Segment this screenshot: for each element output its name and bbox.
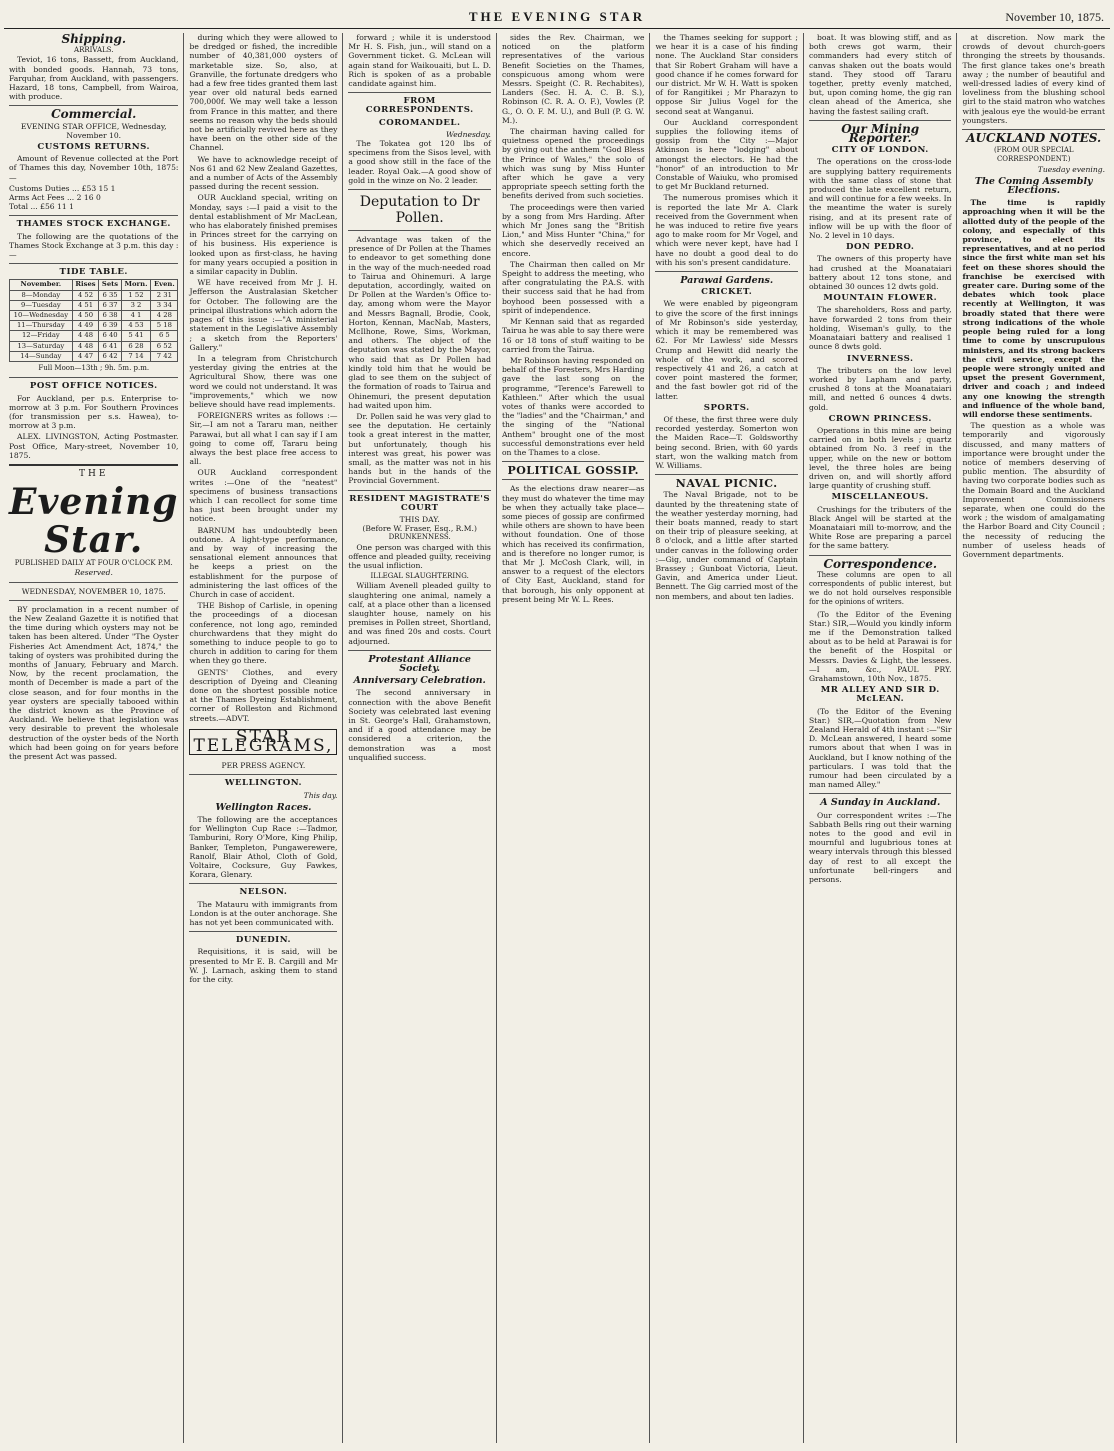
exchange-text: The following are the quotations of the Thames Stock Exchange at 3 p.m. this day :—: [9, 231, 179, 260]
article-text: The numerous promises which it is reported the late Mr A. Clark received from the Government when he was induced to retire five years ago to make room for Mr Vogel, and which were never kept, have had I have no doubt a good deal to do with his son's present candidature.: [655, 193, 798, 267]
published-line: PUBLISHED DAILY AT FOUR O'CLOCK P.M.: [14, 559, 173, 568]
arrivals-text: Teviot, 16 tons, Bassett, from Auckland, with bonded goods. Hannah, 73 tons, Farquhar, from Auckland, with passengers. Hazard, 18 tons, Campbell, from Wairoa, with produce.: [9, 55, 179, 102]
table-row: [10, 311, 178, 321]
article-text: BARNUM has undoubtedly been outdone. A light-type performance, and by way of increasing the sensational element announces that he keeps a priest on the establishment for the purpose of administering the last offices of the Church in case of accident.: [189, 525, 338, 599]
arrivals-label: ARRIVALS.: [74, 46, 114, 55]
wellington-heading: WELLINGTON.: [224, 778, 303, 789]
divider: [809, 120, 952, 121]
crown-heading: CROWN PRINCESS.: [828, 413, 932, 424]
tide-cell: 14—Sunday: [10, 351, 73, 361]
tide-cell: 4 47: [72, 351, 99, 361]
this-day: This day.: [303, 790, 338, 800]
tide-cell: 6 39: [99, 321, 121, 331]
deputation-text: Dr. Pollen said he was very glad to see the deputation. He certainly took a great interest in the matter, but unfortunately, though his interest was great, his power was small, as the matter was not in his hands but in the hands of the Provincial Government.: [348, 411, 491, 486]
political-text: As the elections draw nearer—as they must do whatever the time may be when they actually take place—some pieces of gossip are confirmed while others are shown to have been without foundation. One of those which has received its confirmation, and is therefore no longer rumor, is that Mr J. McCosh Clark, will, in answer to a request of the electors of City East, Auckland, stand for that borough, his only opponent at present being Mr W. L. Rees.: [501, 484, 645, 604]
nameplate-the: THE: [79, 468, 109, 479]
tide-table: [9, 279, 178, 362]
per-press: PER PRESS AGENCY.: [221, 761, 306, 771]
court-day: THIS DAY.: [399, 514, 440, 524]
tide-cell: 3 2: [121, 300, 151, 310]
divider: [502, 461, 645, 462]
sunday-text: Our correspondent writes :—The Sabbath Bells ring out their warning notes to the good and evil in mournful and lugubrious tones at weary intervals through this blessed day of rest to all except the unfortunate bell-ringers and persons.: [808, 810, 952, 885]
columns: [4, 33, 1110, 1443]
sunday-heading: A Sunday in Auckland.: [820, 797, 941, 809]
full-moon: Full Moon—13th ; 9h. 5m. p.m.: [38, 364, 150, 373]
naval-text: The Naval Brigade, not to be daunted by the threatening state of the weather yesterday morning, had their boats manned, ready to start on their trip of pleasure seeking, at 8 o'clock, and a little after started under canvas in the following order :—Gig, under command of Captain Brassey ; Gunboat Victoria, Lieut. Gavin, and America under Lieut. Bennett. The Gig carried most of the non members, and about ten ladies.: [655, 490, 798, 601]
coming-elections-text: The time is rapidly approaching when it will be the allotted duty of the people of the colony, and especially of this province, to elect its representatives, and at no period since the first white man set his feet on these shores should the franchise be exercised with greater care. During some of the debates which took place recently at Wellington, it was broadly stated that there were strong indications of the whole people being ruled for a long time to come by unscrupulous ministers, and its strong backers the civil service, except the people were strongly united and upset the present Government, driver and coach ; and indeed any one knowing the strength and influence of the whole band, will endorse these sentiments.: [962, 198, 1105, 419]
tide-cell: 7 14: [121, 351, 151, 361]
divider: [9, 464, 178, 466]
article-text: We have to acknowledge receipt of Nos 61 and 62 New Zealand Gazettes, and a number of Acts of the Assembly passed during the recent session.: [189, 154, 338, 192]
tide-cell: 4 1: [121, 311, 151, 321]
tide-cell: 6 41: [99, 341, 121, 351]
sports-heading: SPORTS.: [703, 402, 750, 413]
table-row: [10, 321, 178, 331]
tide-cell: 4 49: [72, 321, 99, 331]
dunedin-text: Requisitions, it is said, will be presented to Mr E. B. Cargill and Mr W. J. Larnach, asking them to stand for the city.: [189, 947, 338, 985]
tide-col-header: November.: [10, 280, 73, 290]
crown-text: Operations in this mine are being carried on in both levels ; quartz obtained from No. 3 reef in the upper, while on the new or bottom level, the three holes are being driven on, and will shortly afford large quantity of crushing stuff.: [808, 425, 952, 491]
article-text: FOREIGNERS writes as follows :—Sir,—I am not a Tararu man, neither Parawai, but all what I can say if I am going to come off, Tararu being always the best place free access to all.: [189, 411, 338, 467]
tide-cell: 7 42: [151, 351, 178, 361]
divider: [809, 793, 952, 794]
tide-cell: 6 52: [151, 341, 178, 351]
article-text: OUR Auckland special, writing on Monday, says :—I paid a visit to the dental establishment of Mr MacLean, who has elaborately finished premises in Princes street for the carrying on of his business. His experience is looked upon as first-class, he having for many years occupied a position in a similar capacity in Dublin.: [189, 193, 338, 277]
reserved-line: Reserved.: [74, 568, 113, 578]
anniversary-text: The second anniversary in connection with the above Benefit Society was celebrated last evening in St. George's Hall, Grahamstown, and if a good attendance may be considered a criterion, the demonstration was a most unqualified success.: [348, 688, 491, 762]
coromandel-day: Wednesday.: [446, 129, 491, 139]
races-heading: Wellington Races.: [215, 801, 312, 813]
exchange-heading: THAMES STOCK EXCHANGE.: [16, 219, 171, 230]
tide-cell: 12—Friday: [10, 331, 73, 341]
don-pedro-heading: DON PEDRO.: [846, 242, 915, 253]
tide-cell: 4 48: [72, 331, 99, 341]
arms-act: Arms Act Fees ... 2 16 0: [9, 193, 101, 203]
divider: [655, 271, 798, 272]
article-text: The chairman having called for quietness opened the proceedings by giving out the anthem "God Bless the Prince of Wales," the solo of which was sung by Miss Hunter after which he gave a very appropriate speech setting forth the benefits derived from such societies.: [501, 127, 645, 201]
table-row: [10, 331, 178, 341]
tide-cell: 6 42: [99, 351, 121, 361]
article-text: boat. It was blowing stiff, and as both crews got warm, their commanders had every stitch of canvas shaken out the boats would stand. They stood off Tararu together, pretty evenly matched, but, upon coming home, the gig ran clean ahead of the America, she having the fastest sailing craft.: [808, 33, 952, 116]
alley-heading: MR ALLEY AND SIR D. McLEAN.: [820, 685, 940, 705]
correspondents-heading: FROM CORRESPONDENTS.: [365, 96, 474, 116]
divider: [9, 105, 178, 106]
divider: [348, 650, 491, 651]
tide-col-header: Sets: [99, 280, 121, 290]
pub-date: WEDNESDAY, NOVEMBER 10, 1875.: [21, 586, 166, 596]
races-text: The following are the acceptances for Wellington Cup Race :—Tadmor, Tamburini, Rory O'More, King Philip, Banker, Templeton, Pungawerewere, Ranolf, Blair Athol, Cloth of Gold, Voltaire, Cocksure, Guy Fawkes, Korara, Glenary.: [189, 815, 338, 880]
tide-cell: 10—Wednesday: [10, 311, 73, 321]
article-text: OUR Auckland correspondent writes :—One of the "neatest" specimens of business transactions which I can recollect for some time has just been brought under my notice.: [189, 468, 338, 524]
masthead: [4, 6, 1110, 29]
post-text: For Auckland, per p.s. Enterprise to-morrow at 3 p.m. For Southern Provinces (for transmission per s.s. Hawea), to-morrow at 3 p.m.: [9, 393, 179, 431]
deputation-heading: Deputation to Dr Pollen.: [359, 194, 480, 227]
tide-cell: 5 18: [151, 321, 178, 331]
divider: [655, 474, 798, 475]
divider: [189, 931, 337, 932]
naval-heading: NAVAL PICNIC.: [675, 477, 778, 491]
mountain-heading: MOUNTAIN FLOWER.: [823, 293, 938, 304]
cricket-heading: CRICKET.: [701, 287, 753, 298]
tide-cell: 6 28: [121, 341, 151, 351]
article-text: the Thames seeking for support ; we hear it is a case of his finding none. The Auckland Star considers that Sir Robert Graham will have a good chance if he comes forward for our district. Mr W. H. Watt is spoken of for Rangitikei ; Mr Pharazyn to oppose Sir Julius Vogel for the second seat at Wanganui.: [655, 33, 798, 116]
post-heading: POST OFFICE NOTICES.: [29, 381, 158, 392]
divider: [348, 189, 491, 190]
tide-col-header: Even.: [151, 280, 178, 290]
illegal-label: ILLEGAL SLAUGHTERING.: [370, 572, 469, 581]
lead-article: BY proclamation in a recent number of the New Zealand Gazette it is notified that the time during which oysters may not be taken has been altered. Under "The Oyster Fisheries Act Amendment Act, 1874," the taking of oysters was prohibited during the months of January, February and March. Now, by the recent proclamation, the month of December is made a part of the close season, and for four months in the year oysters are specially tabooed within the district known as the Province of Auckland. We believe that legislation was very desirable to prevent the wholesale destruction of the oyster beds of the North which had been going on for years before the present Act was passed.: [9, 604, 179, 761]
divider: [9, 600, 178, 601]
column-7: [956, 33, 1110, 1443]
article-text: at discretion. Now mark the crowds of devout church-goers thronging the streets by thousands. The first glance takes one's breath away ; the number of beautiful and well-dressed ladies of every kind of loveliness from the blushing school girl to the staid matron who watches with jealous eye the would-be errant youngsters.: [962, 33, 1105, 125]
divider: [9, 215, 178, 216]
tide-cell: 13—Saturday: [10, 341, 73, 351]
column-4: [496, 33, 650, 1443]
customs-duties: Customs Duties ... £53 15 1: [9, 183, 116, 193]
article-text: during which they were allowed to be dredged or fished, the incredible number of 40,381,000 oysters of marketable size. So, also, at Granville, the fortunate dredgers who had a few free tides granted them last year over old natural beds earned 700,000f. We may well take a lesson from France in this matter, and there seems no reason why the beds should not be artificially revived here as they have been on the other side of the Channel.: [189, 33, 338, 153]
table-row: [10, 341, 178, 351]
customs-text: Amount of Revenue collected at the Port of Thames this day, November 10th, 1875:—: [9, 154, 179, 182]
mountain-text: The shareholders, Ross and party, have forwarded 2 tons from their holding, Wiseman's gully, to the Moanataiari battery and realised 1 ounce 8 dwts gold.: [808, 305, 952, 352]
divider: [9, 377, 178, 378]
tide-cell: 6 40: [99, 331, 121, 341]
tide-cell: 4 28: [151, 311, 178, 321]
nelson-heading: NELSON.: [239, 887, 288, 898]
article-text: Mr Robinson having responded on behalf of the Foresters, Mrs Harding gave the last song on the programme, "Terence's Farewell to Kathleen." After which the usual votes of thanks were accorded to the "ladies" and the "Chairman," and the singing of the "National Anthem" brought one of the most successful demonstrations ever held on the Thames to a close.: [501, 355, 645, 457]
protestant-heading: Protestant Alliance Society.: [368, 653, 471, 674]
anniversary-heading: Anniversary Celebration.: [353, 675, 486, 687]
inverness-heading: INVERNESS.: [846, 353, 914, 364]
table-row: [10, 351, 178, 361]
telegrams-banner: STAR TELEGRAMS,: [189, 729, 337, 755]
column-6: [803, 33, 957, 1443]
correspondence-text: (To the Editor of the Evening Star.) SIR,—Would you kindly inform me if the Demonstration talked about as to be held at Parawai is for the benefit of the Hospital or Messrs. Davies & Light, the lessees.—I am, &c., PAUL PRY. Grahamstown, 10th Nov., 1875.: [808, 609, 952, 683]
divider: [348, 490, 491, 491]
divider: [189, 883, 337, 884]
tide-cell: 4 50: [72, 311, 99, 321]
tide-cell: 4 52: [72, 290, 99, 300]
coming-elections-heading: The Coming Assembly Elections.: [974, 175, 1093, 197]
misc-heading: MISCELLANEOUS.: [831, 492, 929, 503]
column-3: [342, 33, 496, 1443]
tide-cell: 1 52: [121, 290, 151, 300]
city-london-text: The operations on the cross-lode are supplying battery requirements with the same class of stone that produced the late excellent return, and will continue for a few weeks. In the meantime the water is surely rising, and at its present rate of inflow will be up with the floor of No. 2 level in 10 days.: [808, 157, 952, 241]
court-heading: RESIDENT MAGISTRATE'S COURT: [349, 493, 491, 513]
cricket-text: We were enabled by pigeongram to give the score of the first innings of Mr Robinson's side yesterday, which it may be remembered was 62. For Mr Lawless' side Messrs Crump and Hewitt did nearly the whole of the work, and scored respectively 41 and 26, a catch at cover point mastered the former, and the fast bowler got rid of the latter.: [655, 299, 798, 401]
article-text: In a telegram from Christchurch yesterday giving the entries at the Agricultural Show, there was one word we could not understand. It was "improvements," which we now believe should have read implements.: [189, 353, 338, 409]
tide-col-header: Morn.: [121, 280, 151, 290]
article-text: THE Bishop of Carlisle, in opening the proceedings of a diocesan conference, not long ago, reminded churchwardens that they might do something to induce people to go to church in addition to caring for them when they go there.: [189, 601, 338, 666]
tide-cell: 2 31: [151, 290, 178, 300]
alley-text: (To the Editor of the Evening Star.) SIR,—Quotation from New Zealand Herald of 4th instant :—"Sir D. McLean answered, I heard some rumors about that when I was in Auckland, but I know nothing of the particulars. I was told that the rumour had been circulated by a man named Alley.": [808, 706, 952, 790]
article-text: sides the Rev. Chairman, we noticed on the platform representatives of the various Benefit Societies on the Thames, conspicuous among whom were Messrs. Speight (C. R. Rechabites), Landers (Sec. H. A. C. B. S.), Robinson (C. R. A. O. F.), Vowles (P. G., O. O. F. M. U.), and Bull (P. G. W. M.).: [501, 33, 645, 125]
political-heading: POLITICAL GOSSIP.: [507, 464, 639, 478]
divider: [348, 92, 491, 93]
drunk-text: One person was charged with this offence and pleaded guilty, receiving the usual infliction.: [348, 542, 491, 570]
customs-total: Total ... £56 11 1: [9, 202, 74, 212]
tide-cell: 4 48: [72, 341, 99, 351]
don-pedro-text: The owners of this property have had crushed at the Moanataiari battery about 12 tons stone, and obtained 30 ounces 12 dwts gold.: [808, 254, 952, 292]
city-london-heading: CITY OF LONDON.: [831, 145, 929, 156]
coromandel-text: The Tokatea got 120 lbs of specimens from the Sisos level, with a good show still in the face of the leader. Royal Oak.—A good show of gold in the winze on No. 2 leader.: [348, 139, 491, 185]
article-text: GENTS' Clothes, and every description of Dyeing and Cleaning done on the shortest possible notice at the Thames Dyeing Establishment, corner of Rolleston and Richmond streets.—ADVT.: [189, 667, 338, 723]
paper-title: THE EVENING STAR: [468, 9, 646, 24]
article-text: Mr Kennan said that as regarded Tairua he was able to say there were 16 or 18 tons of stuff waiting to be carried from the Tairua.: [501, 317, 645, 354]
article-text: Our Auckland correspondent supplies the following items of gossip from the City :—Major Atkinson is here "lodging" about amongst the electors. He had the "honor" of an introduction to Mr Constable of Waiuku, who promised to get Mr Buckland returned.: [655, 117, 798, 192]
parawai-heading: Parawai Gardens.: [680, 275, 774, 287]
coromandel-heading: COROMANDEL.: [378, 117, 461, 128]
divider: [9, 263, 178, 264]
nelson-text: The Matauru with immigrants from London is at the outer anchorage. She has not yet been communicated with.: [189, 899, 338, 928]
dunedin-heading: DUNEDIN.: [235, 935, 291, 946]
office-line: EVENING STAR OFFICE, Wednesday, November 10.: [20, 121, 167, 140]
tide-cell: 5 41: [121, 331, 151, 341]
auckland-subheading: (FROM OUR SPECIAL CORRESPONDENT.): [993, 146, 1074, 164]
issue-date: November 10, 1875.: [1005, 10, 1104, 24]
tide-cell: 6 5: [151, 331, 178, 341]
tide-cell: 6 37: [99, 300, 121, 310]
tuesday-line: Tuesday evening.: [1037, 164, 1105, 174]
correspondence-note: These columns are open to all correspondents of public interest, but we do not hold ourselves responsible for the opinions of writers.: [808, 570, 952, 607]
tide-heading: TIDE TABLE.: [59, 267, 128, 278]
postmaster: ALEX. LIVINGSTON, Acting Postmaster. Post Office, Mary-street, November 10, 1875.: [9, 432, 179, 460]
tide-cell: 4 51: [72, 300, 99, 310]
tide-cell: 3 34: [151, 300, 178, 310]
divider: [962, 129, 1105, 130]
shipping-heading: Shipping.: [61, 32, 127, 46]
tide-cell: 6 38: [99, 311, 121, 321]
illegal-text: William Avenell pleaded guilty to slaughtering one animal, namely a calf, at a place other than a licensed slaughter house, namely on his premises in Pollen street, Shortland, and was fined 20s and costs. Court adjourned.: [348, 581, 491, 646]
article-text: The proceedings were then varied by a song from Mrs Harding. After which Mr Jones sang the "British Lion," and Miss Hunter "China," for which she deservedly received an encore.: [501, 202, 645, 258]
commercial-heading: Commercial.: [51, 107, 137, 122]
correspondence-heading: Correspondence.: [823, 556, 938, 571]
table-row: [10, 300, 178, 310]
tide-cell: 4 53: [121, 321, 151, 331]
sports-text: Of these, the first three were duly recorded yesterday. Somerton won the Maiden Race—T. Goldsworthy being second. Brien, with 60 yards start, won the walking match from W. Williams.: [655, 414, 798, 470]
auckland-notes-heading: AUCKLAND NOTES.: [966, 131, 1102, 146]
tide-cell: 6 35: [99, 290, 121, 300]
column-5: [649, 33, 803, 1443]
tide-header-row: [10, 280, 178, 290]
customs-heading: CUSTOMS RETURNS.: [37, 142, 151, 153]
deputation-text: Advantage was taken of the presence of Dr Pollen at the Thames to endeavor to get something done in the way of the much-needed road to Tairua and Ohinemuri. A large deputation, accordingly, waited on Dr Pollen at the Warden's Office to-day, among whom were the Mayor and Messrs Bagnall, Brodie, Cook, Horton, Kennan, MacNab, Masters, McIlhone, Rowe, Sims, Workman, and others. The object of the deputation was stated by the Mayor, who said that as Dr Pollen had kindly told him that he would be glad to see them on the subject of the formation of roads to Tairua and Ohinemuri, the present deputation had waited upon him.: [348, 235, 491, 410]
inverness-text: The tributers on the low level worked by Lapham and party, crushed 8 tons at the Moanataiari mill, and netted 6 ounces 4 dwts. gold.: [808, 365, 952, 412]
tide-cell: 8—Monday: [10, 290, 73, 300]
coming-elections-text: The question as a whole was temporarily and vigorously discussed, and many matters of importance were brought under the notice of members deserving of public mention. The absurdity of having two corporate bodies such as the Domain Board and the Auckland Improvement Commissioners separate, when one could do the work ; the wisdom of amalgamating the Harbor Board and City Council ; the necessity of reducing the number of useless heads of Government departments.: [962, 421, 1105, 559]
article-text: The Chairman then called on Mr Speight to address the meeting, who after congratulating the P.A.S. with their success said that he had from boyhood been possessed with a spirit of independence.: [501, 259, 645, 315]
table-row: [10, 290, 178, 300]
column-2: [183, 33, 342, 1443]
article-text: WE have received from Mr J. H. Jefferson the Australasian Sketcher for October. The following are the principal illustrations which adorn the pages of this issue :—"A ministerial statement in the Legislative Assembly ; a sketch from the Reporters' Gallery.": [189, 278, 338, 352]
column-1: [4, 33, 183, 1443]
article-text: forward ; while it is understood Mr H. S. Fish, jun., will stand on a Government ticket. G. McLean will again stand for Waikouaiti, but L. D. Rich is spoken of as a probable candidate against him.: [348, 33, 491, 89]
mining-heading: Our Mining Reporter.: [841, 121, 920, 146]
divider: [189, 774, 337, 775]
divider: [348, 230, 491, 231]
tide-cell: 9—Tuesday: [10, 300, 73, 310]
misc-text: Crushings for the tributers of the Black Angel will be started at the Moanataiari mill to-morrow, and the White Rose are preparing a parcel for the same battery.: [808, 504, 952, 551]
divider: [9, 582, 178, 583]
tide-cell: 11—Thursday: [10, 321, 73, 331]
tide-col-header: Rises: [72, 280, 99, 290]
drunkenness-label: DRUNKENNESS.: [388, 533, 451, 542]
divider: [809, 555, 952, 556]
nameplate: Evening Star.: [9, 481, 179, 562]
divider: [502, 479, 645, 480]
court-before: (Before W. Fraser, Esq., R.M.): [362, 524, 477, 534]
